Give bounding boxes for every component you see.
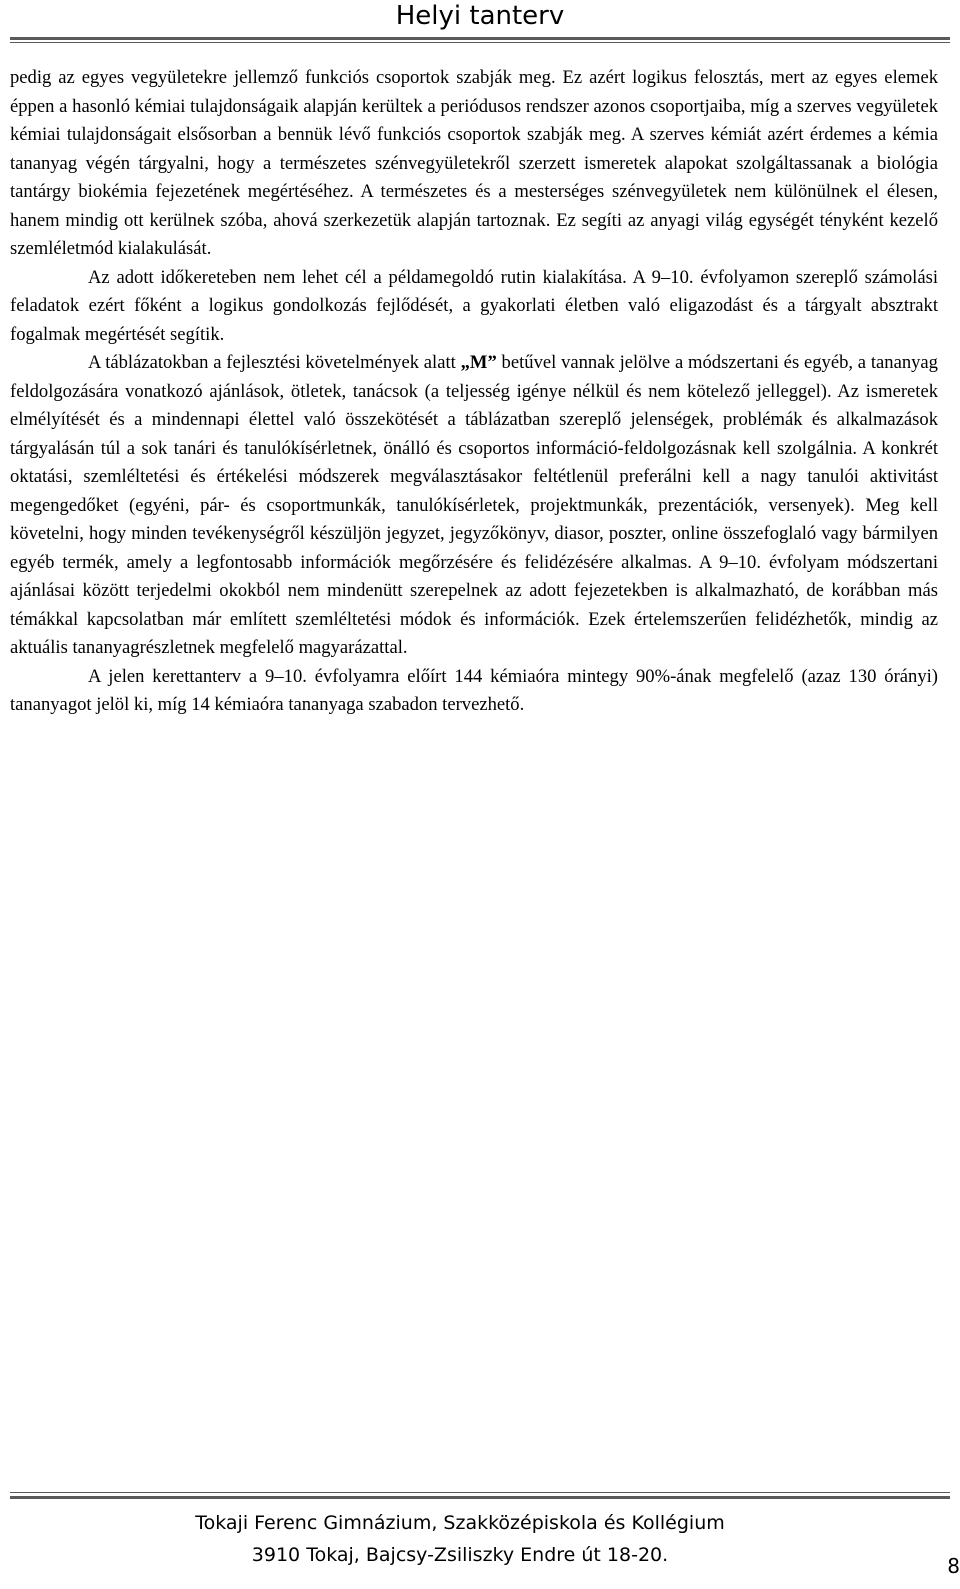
paragraph-3 [10, 349, 938, 663]
footer-rule-thin [10, 1492, 950, 1493]
header-rule-thick [10, 37, 950, 40]
paragraph-4: A jelen kerettanterv a 9–10. évfolyamra előírt 144 kémiaóra mintegy 90%-ának megfelelő (azaz 130 órányi) tananyagot jelöl ki, míg 14 kémiaóra tananyaga szabadon tervezhető. [10, 665, 938, 715]
paragraph-3-rest: betűvel vannak jelölve a módszertani és egyéb, a tananyag feldolgozására vonatkozó ajánlások, ötletek, tanácsok (a teljesség igénye nélkül és nem kötelező jelleggel). Az ismeretek elmélyítését és a mindennapi élettel való összekötését a táblázatban szereplő jelenségek, problémák és alkalmazások tárgyalásán túl a sok tanári és tanulókísérletnek, önálló és csoportos információ-feldolgozásnak kell szolgálnia. A konkrét oktatási, szemléltetési és értékelési módszerek megválasztásakor feltétlenül preferálni kell a nagy tanulói aktivitást megengedőket (egyéni, pár- és csoportmunkák, tanulókísérletek, projektmunkák, prezentációk, versenyek). Meg kell követelni, hogy minden tevékenységről készüljön jegyzet, jegyzőkönyv, diasor, poszter, online összefoglaló vagy bármilyen egyéb termék, amely a legfontosabb információk megőrzésére és felidézésére alkalmas. A 9–10. évfolyam módszertani ajánlásai között terjedelmi okokból nem mindenütt szerepelnek az adott fejezetekben is alkalmazható, de korábban más témákkal kapcsolatban már említett szemléltetési módok és információk. Ezek értelemszerűen felidézhetők, mindig az aktuális tananyagrészletnek megfelelő magyarázattal. [10, 352, 938, 658]
document-body [10, 64, 938, 720]
header-rule-thin [10, 42, 950, 43]
m-mark: „M” [460, 352, 497, 373]
paragraph-2: Az adott időkereteben nem lehet cél a példamegoldó rutin kialakítása. A 9–10. évfolyamon szereplő számolási feladatok ezért főként a logikus gondolkozás fejlődését, a gyakorlati életben való eligazodást és a tárgyalt absztrakt fogalmak megértését segítik. [10, 266, 938, 345]
footer-rule-thick [10, 1496, 950, 1499]
page-number: 8 [947, 1554, 960, 1578]
footer-school-name: Tokaji Ferenc Gimnázium, Szakközépiskola és Kollégium [195, 1512, 725, 1534]
page-header-title: Helyi tanterv [395, 1, 565, 31]
footer-address: 3910 Tokaj, Bajcsy-Zsiliszky Endre út 18-20. [251, 1544, 669, 1566]
paragraph-1: pedig az egyes vegyületekre jellemző funkciós csoportok szabják meg. Ez azért logikus felosztás, mert az egyes elemek éppen a hasonló kémiai tulajdonságaik alapján kerültek a periódusos rendszer azonos csoportjaiba, míg a szerves vegyületek kémiai tulajdonságait elsősorban a bennük lévő funkciós csoportok szabják meg. A szerves kémiát azért érdemes a kémia tananyag végén tárgyalni, hogy a természetes szénvegyületekről szerzett ismeretek alapokat szolgáltassanak a biológia tantárgy biokémia fejezetének megértéséhez. A természetes és a mesterséges szénvegyületek nem különülnek el élesen, hanem mindig ott kerülnek szóba, ahová szerkezetük alapján tartoznak. Ez segíti az anyagi világ egységét tényként kezelő szemléletmód kialakulását. [10, 67, 938, 259]
paragraph-3-lead: A táblázatokban a fejlesztési követelmények alatt [88, 352, 461, 373]
